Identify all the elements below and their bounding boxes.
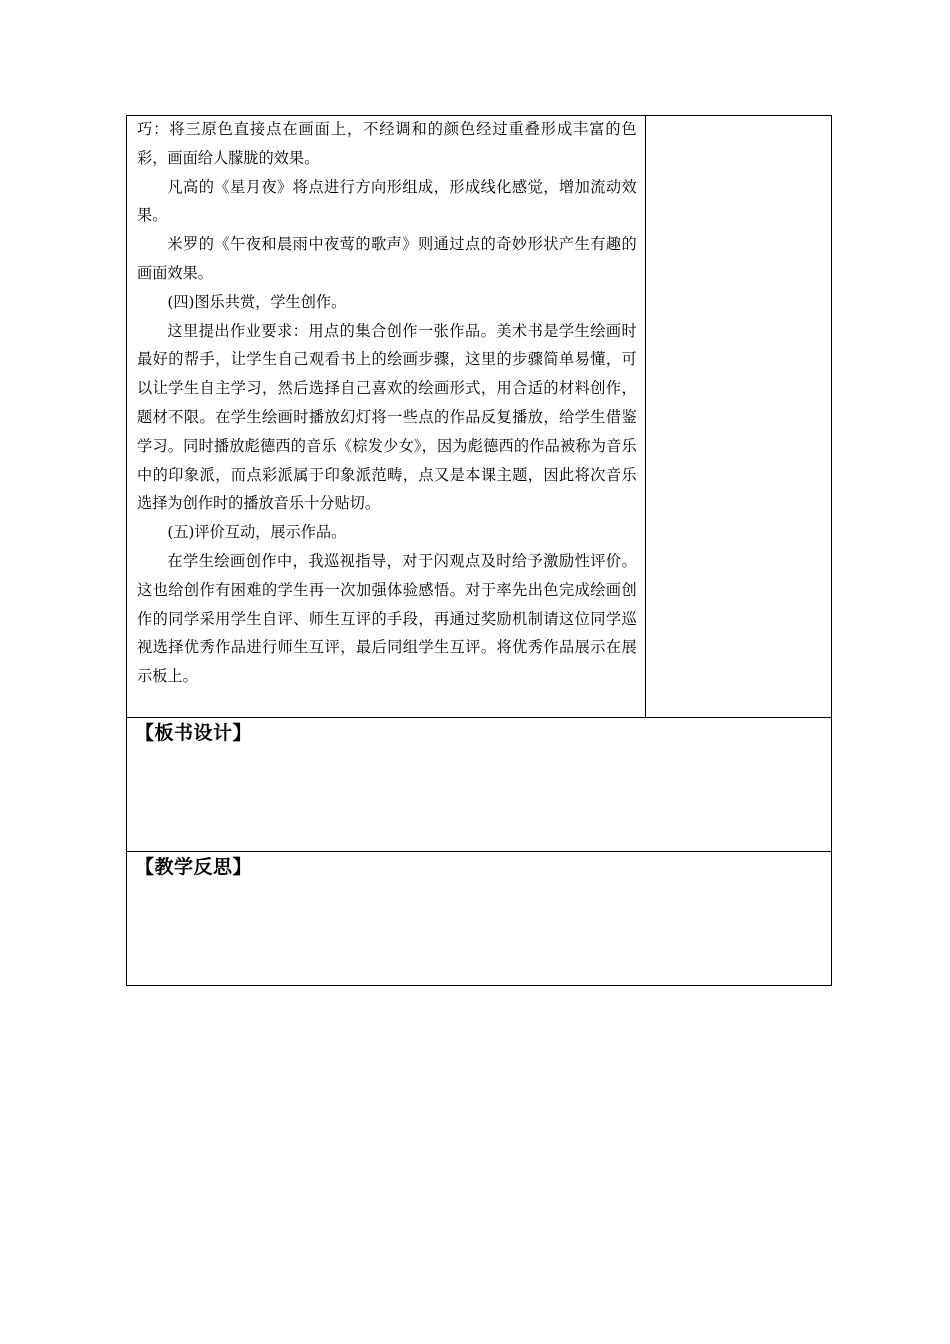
board-design-row <box>127 718 832 852</box>
teaching-process-row <box>127 116 832 718</box>
board-design-title: 【板书设计】 <box>135 722 253 744</box>
step-four-heading: (四)图乐共赏，学生创作。 <box>167 292 347 311</box>
notes-cell <box>645 116 831 718</box>
paragraph-assignment: 这里提出作业要求：用点的集合创作一张作品。美术书是学生绘画时最好的帮手，让学生自己观看书上的绘画步骤，这里的步骤简单易懂，可以让学生自主学习，然后选择自己喜欢的绘画形式，用合适的材料创作，题材不限。在学生绘画时播放幻灯将一些点的作品反复播放，给学生借鉴学习。同时播放彪德西的音乐《棕发少女》，因为彪德西的作品被称为音乐中的印象派，而点彩派属于印象派范畴，点又是本课主题，因此将次音乐选择为创作时的播放音乐十分贴切。 <box>137 321 637 513</box>
paragraph-starry-night: 凡高的《星月夜》将点进行方向形组成，形成线化感觉，增加流动效果。 <box>137 177 637 225</box>
reflection-cell <box>127 852 832 986</box>
paragraph-miro: 米罗的《午夜和晨雨中夜莺的歌声》则通过点的奇妙形状产生有趣的画面效果。 <box>137 235 637 282</box>
paragraph-evaluation: 在学生绘画创作中，我巡视指导，对于闪观点及时给予激励性评价。这也给创作有困难的学生再一次加强体验感悟。对于率先出色完成绘画创作的同学采用学生自评、师生互评的手段，再通过奖励机制请这位同学巡视选择优秀作品进行师生互评，最后同组学生互评。将优秀作品展示在展示板上。 <box>137 551 637 686</box>
reflection-row <box>127 852 832 986</box>
paragraph-technique: 巧：将三原色直接点在画面上，不经调和的颜色经过重叠形成丰富的色彩，画面给人朦胧的效果。 <box>137 120 637 167</box>
teaching-process-cell <box>127 116 646 718</box>
reflection-title: 【教学反思】 <box>135 856 253 878</box>
board-design-cell <box>127 718 832 852</box>
lesson-plan-table <box>126 115 832 986</box>
step-five-heading: (五)评价互动，展示作品。 <box>167 523 347 542</box>
